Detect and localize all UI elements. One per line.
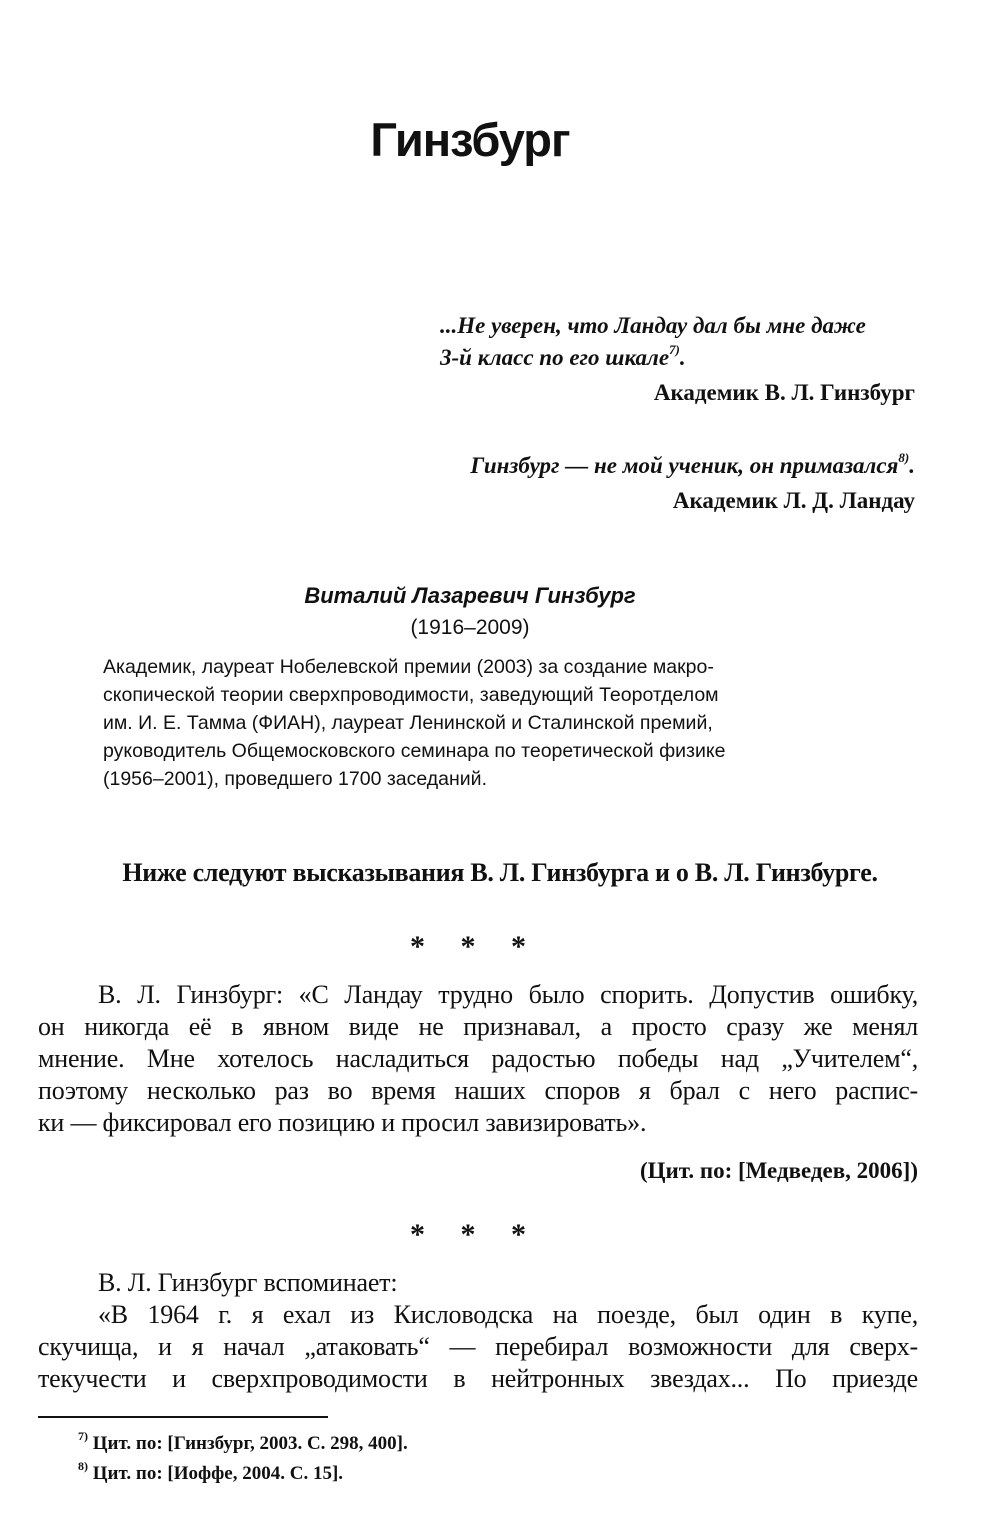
bio-line: руководитель Общемосковского семинара по теоретической физике xyxy=(103,740,726,762)
epigraph-1-line1: ...Не уверен, что Ландау дал бы мне даже xyxy=(440,313,866,338)
epigraph-1 xyxy=(440,310,915,406)
epigraph-2-line1: Гинзбург — не мой ученик, он примазался xyxy=(470,453,899,478)
bio-line: скопической теории сверхпроводимости, заведующий Теоротделом xyxy=(103,684,719,706)
footnote-mark: 8) xyxy=(78,1458,88,1473)
footnote-ref-7: 7) xyxy=(669,342,680,358)
epigraph-2-end: . xyxy=(909,453,915,478)
body-line: «В 1964 г. я ехал из Кисловодска на поезде, был один в купе, xyxy=(98,1300,918,1329)
epigraph-2 xyxy=(440,450,915,514)
body-line: скучища, и я начал „атаковать“ — перебирал возможности для сверх- xyxy=(38,1332,918,1361)
citation: (Цит. по: [Медведев, 2006]) xyxy=(639,1158,918,1183)
footnote-8 xyxy=(78,1458,344,1485)
body-line: он никогда её в явном виде не признавал, а просто сразу же менял xyxy=(38,1012,918,1041)
epigraph-2-text xyxy=(440,450,915,482)
footnote-mark: 7) xyxy=(78,1428,88,1443)
bio-years: (1916–2009) xyxy=(410,616,530,639)
epigraph-2-author: Академик Л. Д. Ландау xyxy=(672,488,915,513)
footnote-divider xyxy=(38,1416,328,1418)
body-line: поэтому несколько раз во время наших споров я брал с него распис- xyxy=(38,1076,918,1105)
intro-sentence: Ниже следуют высказывания В. Л. Гинзбурга и о В. Л. Гинзбурге. xyxy=(122,858,878,887)
body-line: ки — фиксировал его позицию и просил завизировать». xyxy=(38,1108,647,1137)
body-line: мнение. Мне хотелось насладиться радостью победы над „Учителем“, xyxy=(38,1044,918,1073)
body-line: В. Л. Гинзбург: «С Ландау трудно было спорить. Допустив ошибку, xyxy=(98,980,918,1009)
footnote-7 xyxy=(78,1428,408,1455)
footnote-text: Цит. по: [Иоффе, 2004. С. 15]. xyxy=(92,1463,344,1484)
epigraph-1-line2: 3-й класс по его шкале xyxy=(440,345,670,370)
section-separator: * * * xyxy=(410,930,540,963)
body-line: текучести и сверхпроводимости в нейтронных звездах... По приезде xyxy=(38,1364,918,1393)
epigraph-1-end: . xyxy=(679,345,686,370)
bio-line: (1956–2001), проведшего 1700 заседаний. xyxy=(103,768,487,790)
bio-line: им. И. Е. Тамма (ФИАН), лауреат Ленинской и Сталинской премий, xyxy=(103,712,713,734)
page-title: Гинзбург xyxy=(370,113,570,166)
epigraph-1-text xyxy=(440,310,915,374)
bio-name: Виталий Лазаревич Гинзбург xyxy=(304,583,636,608)
body-line: В. Л. Гинзбург вспоминает: xyxy=(98,1268,398,1297)
bio-line: Академик, лауреат Нобелевской премии (2003) за создание макро- xyxy=(103,656,714,678)
footnote-text: Цит. по: [Гинзбург, 2003. С. 298, 400]. xyxy=(92,1433,408,1454)
section-separator: * * * xyxy=(410,1218,540,1251)
epigraph-1-author: Академик В. Л. Гинзбург xyxy=(653,380,915,405)
footnote-ref-8: 8) xyxy=(898,450,910,466)
